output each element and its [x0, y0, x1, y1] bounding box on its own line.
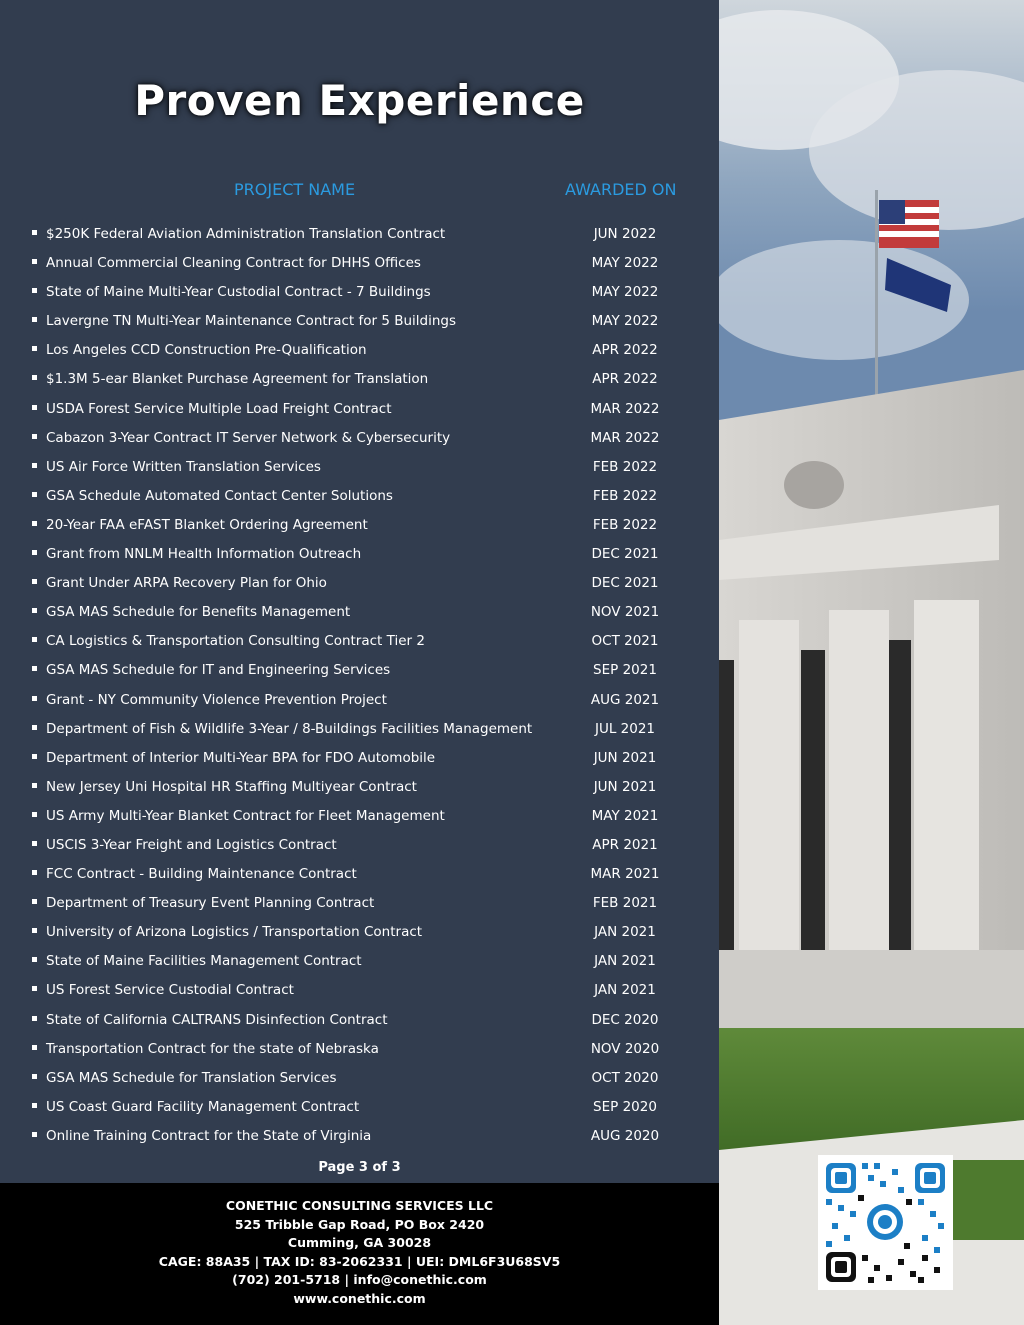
bullet-icon — [32, 666, 37, 671]
qr-finder-top-left — [826, 1163, 856, 1193]
awarded-date: MAR 2022 — [590, 400, 660, 417]
awarded-date: JAN 2021 — [594, 982, 656, 999]
awarded-date: FEB 2021 — [592, 895, 658, 912]
page-number: Page 3 of 3 — [318, 1160, 401, 1175]
project-row — [0, 1006, 719, 1035]
project-row — [0, 773, 719, 802]
awarded-date: MAY 2021 — [591, 807, 659, 824]
awarded-date: DEC 2021 — [591, 546, 659, 563]
column-header-project-name: PROJECT NAME — [234, 180, 356, 199]
project-name: USCIS 3-Year Freight and Logistics Contract — [46, 836, 337, 853]
project-row — [0, 656, 719, 685]
awarded-date: SEP 2021 — [593, 662, 657, 679]
bullet-icon — [32, 405, 37, 410]
project-name: GSA Schedule Automated Contact Center Solutions — [46, 487, 393, 504]
project-name: New Jersey Uni Hospital HR Staffing Multiyear Contract — [46, 778, 417, 795]
project-name: State of Maine Multi-Year Custodial Contract - 7 Buildings — [46, 284, 431, 301]
footer-address-line-2: Cumming, GA 30028 — [287, 1235, 432, 1250]
project-name: Grant - NY Community Violence Prevention Project — [46, 691, 387, 708]
awarded-date: DEC 2021 — [591, 575, 659, 592]
bullet-icon — [32, 986, 37, 991]
project-row — [0, 918, 719, 947]
project-row — [0, 744, 719, 773]
project-row — [0, 976, 719, 1005]
awarded-date: MAY 2022 — [591, 284, 659, 301]
column-header-awarded-on: AWARDED ON — [565, 180, 677, 199]
project-name: 20-Year FAA eFAST Blanket Ordering Agreement — [46, 516, 368, 533]
project-row — [0, 482, 719, 511]
footer-company: CONETHIC CONSULTING SERVICES LLC — [225, 1198, 494, 1213]
footer-address-line-1: 525 Tribble Gap Road, PO Box 2420 — [234, 1216, 485, 1232]
project-row — [0, 947, 719, 976]
awarded-date: DEC 2020 — [591, 1011, 659, 1028]
project-row — [0, 453, 719, 482]
project-row — [0, 540, 719, 569]
bullet-icon — [32, 1132, 37, 1137]
awarded-date: NOV 2020 — [590, 1040, 660, 1057]
project-name: US Air Force Written Translation Services — [46, 458, 321, 475]
project-name: Department of Interior Multi-Year BPA for FDO Automobile — [46, 749, 436, 766]
project-row — [0, 336, 719, 365]
bullet-icon — [32, 288, 37, 293]
project-name: Department of Fish & Wildlife 3-Year / 8-Buildings Facilities Management — [46, 720, 533, 737]
project-name: State of Maine Facilities Management Contract — [46, 953, 362, 970]
project-name: State of California CALTRANS Disinfection Contract — [46, 1011, 388, 1028]
project-row — [0, 889, 719, 918]
qr-code[interactable] — [818, 1155, 953, 1290]
project-name: Annual Commercial Cleaning Contract for DHHS Offices — [46, 255, 421, 272]
project-name: Department of Treasury Event Planning Contract — [46, 895, 375, 912]
project-name: Los Angeles CCD Construction Pre-Qualification — [46, 342, 367, 359]
project-name: US Forest Service Custodial Contract — [46, 982, 294, 999]
qr-finder-bottom-left — [826, 1252, 856, 1282]
project-name: GSA MAS Schedule for IT and Engineering Services — [46, 662, 391, 679]
awarded-date: MAY 2022 — [591, 313, 659, 330]
project-name: USDA Forest Service Multiple Load Freight Contract — [46, 400, 392, 417]
bullet-icon — [32, 1016, 37, 1021]
bullet-icon — [32, 928, 37, 933]
awarded-date: FEB 2022 — [592, 487, 658, 504]
awarded-date: OCT 2020 — [591, 1069, 659, 1086]
awarded-date: MAR 2022 — [590, 429, 660, 446]
awarded-date: OCT 2021 — [591, 633, 659, 650]
bullet-icon — [32, 317, 37, 322]
project-name: Online Training Contract for the State of Virginia — [46, 1127, 372, 1144]
bullet-icon — [32, 696, 37, 701]
project-row — [0, 1064, 719, 1093]
awarded-date: AUG 2021 — [590, 691, 660, 708]
bullet-icon — [32, 1074, 37, 1079]
bullet-icon — [32, 434, 37, 439]
awarded-date: MAY 2022 — [591, 255, 659, 272]
project-name: FCC Contract - Building Maintenance Contract — [46, 866, 357, 883]
bullet-icon — [32, 1103, 37, 1108]
awarded-date: JAN 2021 — [594, 924, 656, 941]
bullet-icon — [32, 521, 37, 526]
awarded-date: JUL 2021 — [594, 720, 656, 737]
awarded-date: SEP 2020 — [593, 1098, 657, 1115]
bullet-icon — [32, 783, 37, 788]
bullet-icon — [32, 608, 37, 613]
project-row — [0, 365, 719, 394]
project-row — [0, 395, 719, 424]
awarded-date: APR 2021 — [592, 836, 658, 853]
project-name: $250K Federal Aviation Administration Translation Contract — [46, 226, 446, 242]
project-row — [0, 860, 719, 889]
bullet-icon — [32, 579, 37, 584]
bullet-icon — [32, 259, 37, 264]
project-row — [0, 1035, 719, 1064]
awarded-date: APR 2022 — [592, 371, 658, 388]
project-name: US Coast Guard Facility Management Contract — [46, 1098, 360, 1115]
project-name: $1.3M 5-ear Blanket Purchase Agreement for Translation — [46, 371, 429, 388]
project-row — [0, 598, 719, 627]
project-name: University of Arizona Logistics / Transportation Contract — [46, 924, 423, 941]
project-name: Cabazon 3-Year Contract IT Server Network & Cybersecurity — [46, 429, 451, 446]
project-name: Grant Under ARPA Recovery Plan for Ohio — [46, 575, 327, 592]
project-row — [0, 1122, 719, 1151]
bullet-icon — [32, 463, 37, 468]
project-row — [0, 249, 719, 278]
awarded-date: MAR 2021 — [590, 866, 660, 883]
bullet-icon — [32, 230, 37, 235]
awarded-date: AUG 2020 — [590, 1127, 660, 1144]
project-name: CA Logistics & Transportation Consulting Contract Tier 2 — [46, 633, 425, 650]
bullet-icon — [32, 899, 37, 904]
awarded-date: FEB 2022 — [592, 458, 658, 475]
bullet-icon — [32, 375, 37, 380]
project-row — [0, 278, 719, 307]
awarded-date: JUN 2022 — [593, 226, 657, 242]
project-row — [0, 424, 719, 453]
project-row — [0, 569, 719, 598]
bullet-icon — [32, 1045, 37, 1050]
footer-contact: (702) 201-5718 | info@conethic.com — [232, 1272, 487, 1287]
awarded-date: JAN 2021 — [594, 953, 656, 970]
awarded-date: NOV 2021 — [590, 604, 660, 621]
bullet-icon — [32, 754, 37, 759]
project-row — [0, 220, 719, 249]
awarded-date: JUN 2021 — [593, 749, 657, 766]
bullet-icon — [32, 812, 37, 817]
project-name: Transportation Contract for the state of Nebraska — [46, 1040, 379, 1057]
footer — [0, 1183, 719, 1325]
bullet-icon — [32, 725, 37, 730]
footer-website[interactable]: www.conethic.com — [293, 1290, 426, 1306]
bullet-icon — [32, 957, 37, 962]
project-row — [0, 511, 719, 540]
project-name: Grant from NNLM Health Information Outreach — [46, 546, 362, 563]
bullet-icon — [32, 870, 37, 875]
awarded-date: APR 2022 — [592, 342, 658, 359]
page-title: Proven Experience — [134, 76, 585, 125]
bullet-icon — [32, 346, 37, 351]
qr-finder-top-right — [915, 1163, 945, 1193]
bullet-icon — [32, 492, 37, 497]
project-name: Lavergne TN Multi-Year Maintenance Contract for 5 Buildings — [46, 313, 457, 330]
bullet-icon — [32, 841, 37, 846]
project-row — [0, 307, 719, 336]
project-name: US Army Multi-Year Blanket Contract for Fleet Management — [46, 807, 445, 824]
bullet-icon — [32, 637, 37, 642]
awarded-date: FEB 2022 — [592, 516, 658, 533]
project-row — [0, 715, 719, 744]
footer-ids: CAGE: 88A35 | TAX ID: 83-2062331 | UEI: DML6F3U68SV5 — [158, 1253, 561, 1269]
awarded-date: JUN 2021 — [593, 778, 657, 795]
building-photo — [719, 0, 1024, 1325]
project-row — [0, 627, 719, 656]
bullet-icon — [32, 550, 37, 555]
project-name: GSA MAS Schedule for Translation Services — [46, 1069, 337, 1086]
project-list — [0, 220, 719, 1151]
project-row — [0, 831, 719, 860]
project-row — [0, 686, 719, 715]
project-row — [0, 1093, 719, 1122]
project-row — [0, 802, 719, 831]
project-name: GSA MAS Schedule for Benefits Management — [46, 604, 351, 621]
